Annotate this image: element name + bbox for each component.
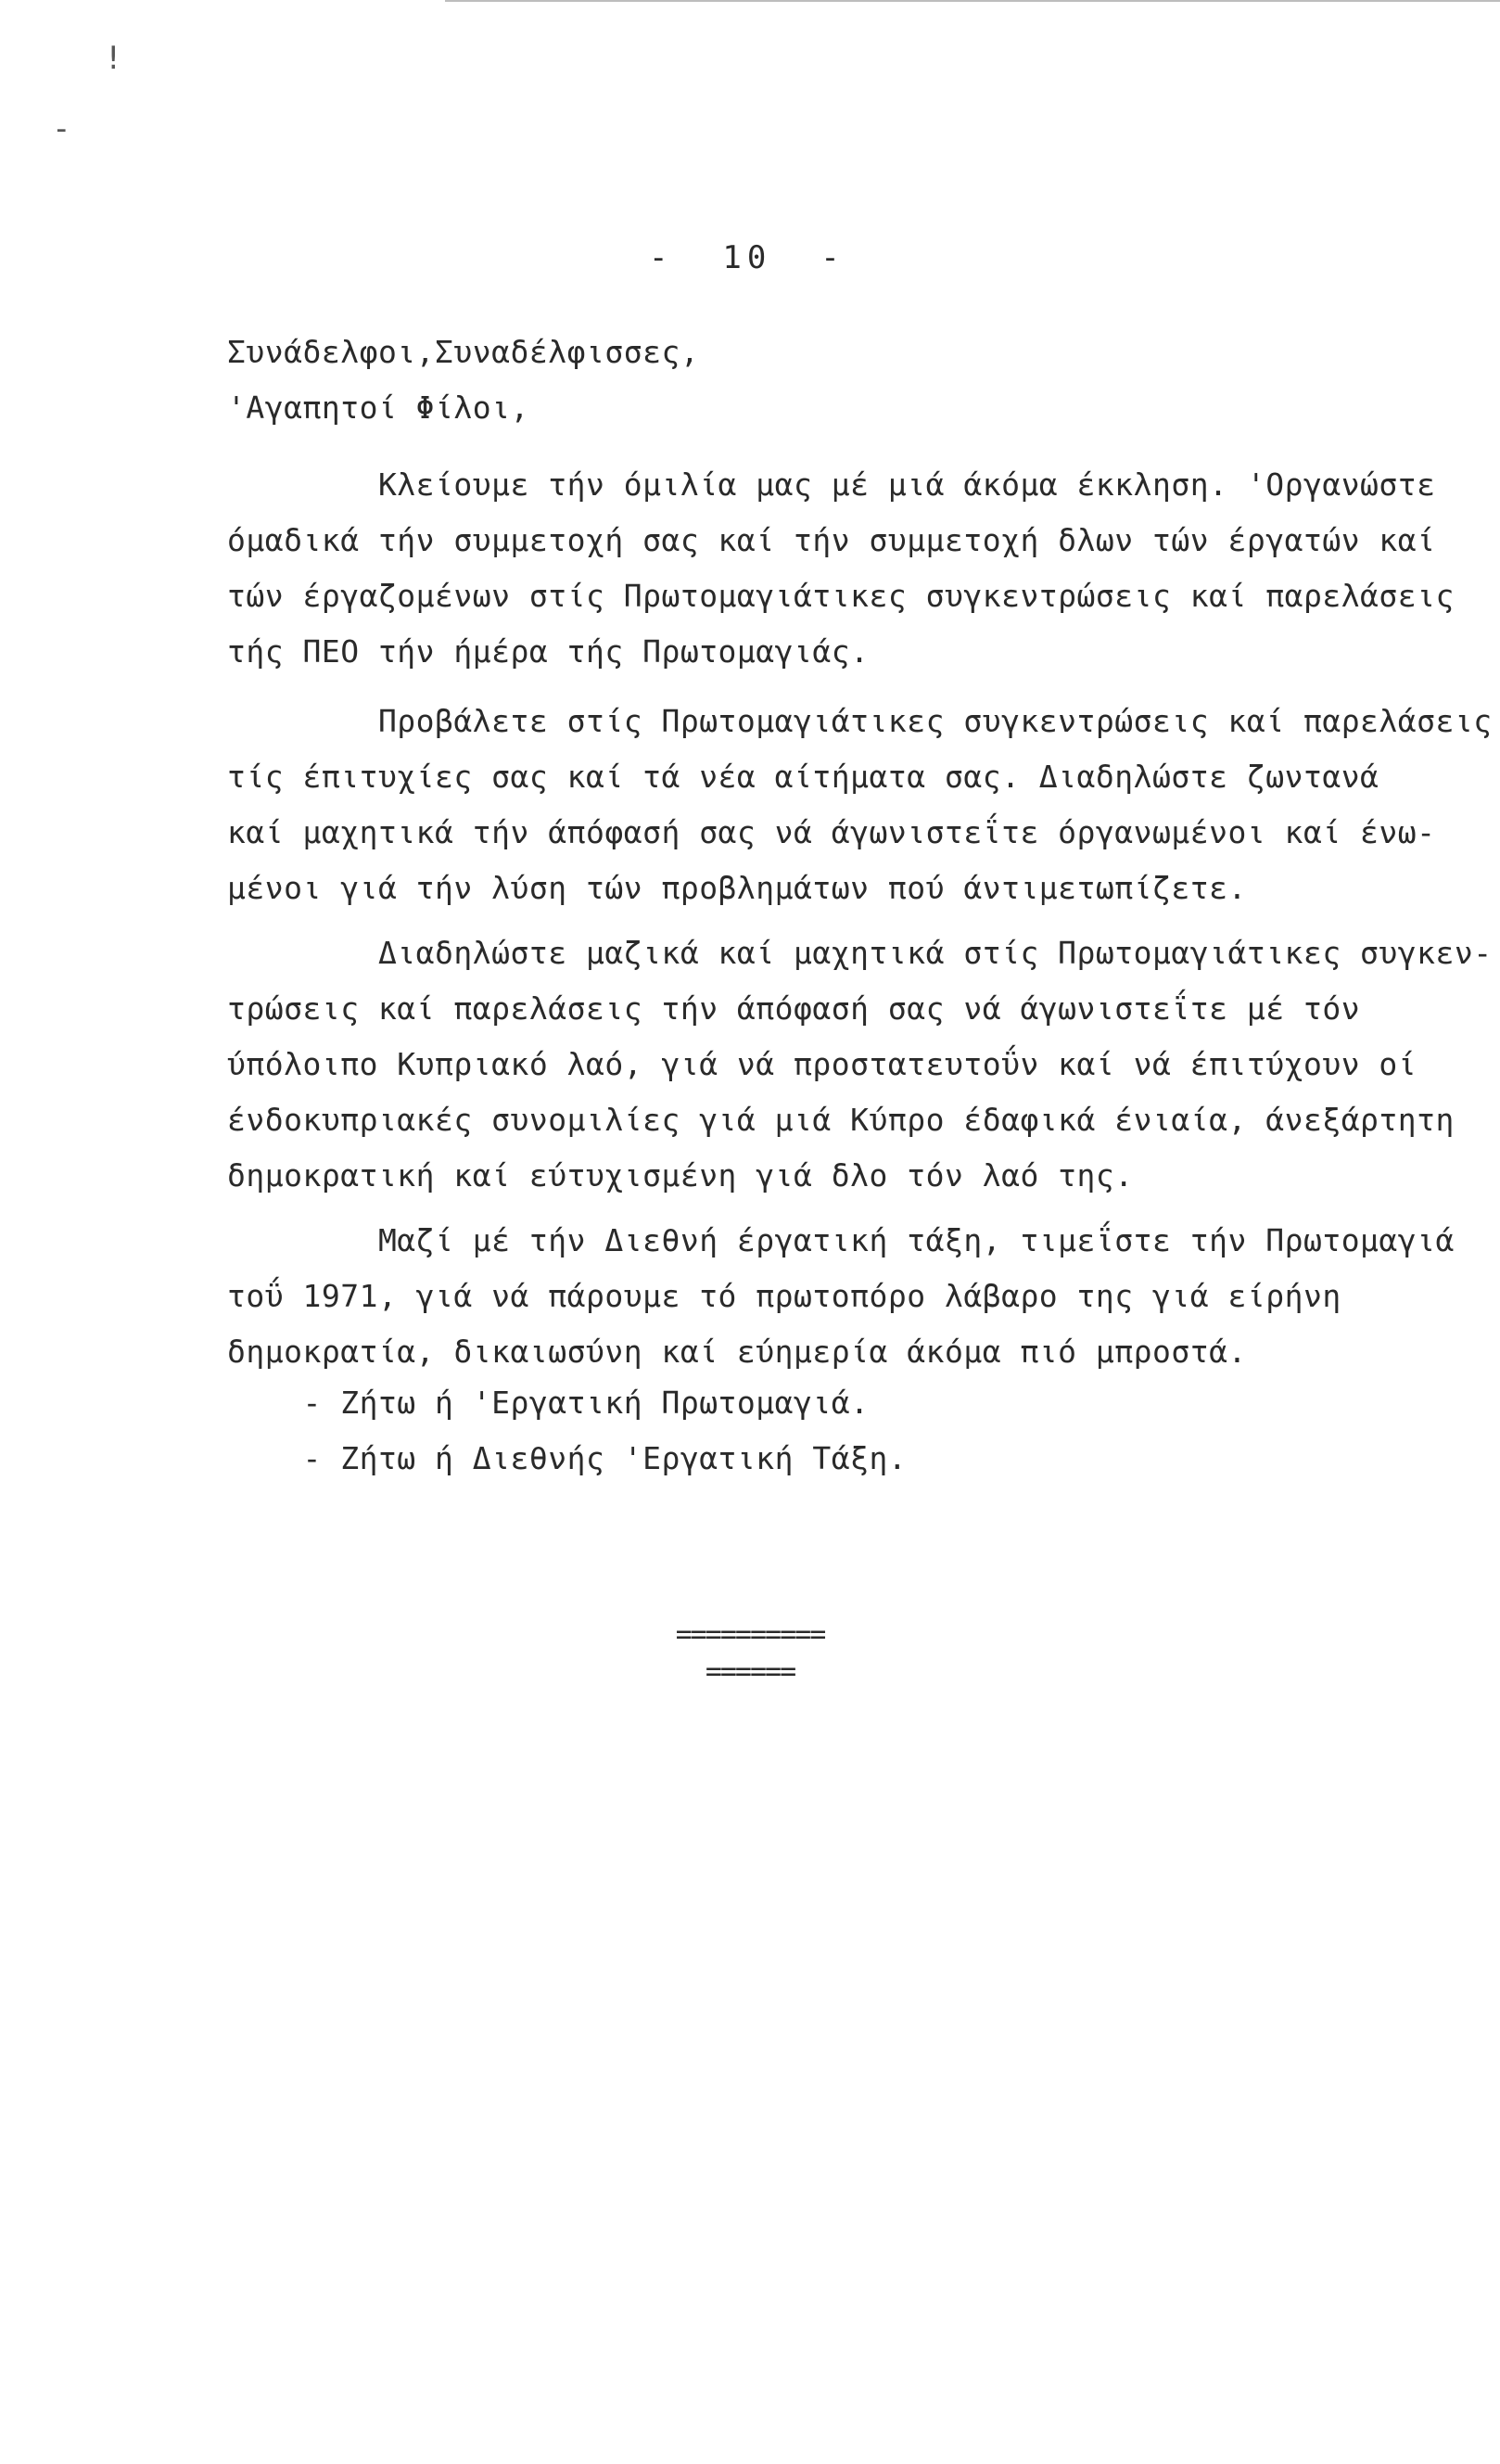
text-line: τοΰ 1971, γιά νά πάρουμε τό πρωτοπόρο λάβαρο της γιά είρήνη bbox=[227, 1278, 1341, 1314]
salutation-line: 'Αγαπητοί Φίλοι, bbox=[227, 389, 529, 426]
slogan-line: - Ζήτω ή Διεθνής 'Εργατική Τάξη. bbox=[227, 1440, 908, 1476]
text-line: δημοκρατική καί εύτυχισμένη γιά δλο τόν λαό της. bbox=[227, 1157, 1134, 1194]
slogan-line: - Ζήτω ή 'Εργατική Πρωτομαγιά. bbox=[227, 1385, 870, 1421]
top-edge-rule bbox=[445, 0, 1500, 2]
scan-speck: - bbox=[52, 110, 71, 147]
text-line: Προβάλετε στίς Πρωτομαγιάτικες συγκεντρώσεις καί παρελάσεις bbox=[227, 703, 1493, 739]
text-line: Διαδηλώστε μαζικά καί μαχητικά στίς Πρωτομαγιάτικες συγκεν- bbox=[227, 935, 1493, 971]
salutation-line: Συνάδελφοι,Συναδέλφισσες, bbox=[227, 334, 700, 370]
text-line: δημοκρατία, δικαιωσύνη καί εύημερία άκόμα πιό μπροστά. bbox=[227, 1334, 1247, 1370]
text-line: τρώσεις καί παρελάσεις τήν άπόφασή σας νά άγωνιστεΐτε μέ τόν bbox=[227, 990, 1361, 1027]
divider-line: ====== bbox=[705, 1655, 795, 1688]
text-line: Μαζί μέ τήν Διεθνή έργατική τάξη, τιμεΐστε τήν Πρωτομαγιά bbox=[227, 1222, 1455, 1258]
text-line: Κλείουμε τήν όμιλία μας μέ μιά άκόμα έκκληση. 'Οργανώστε bbox=[227, 466, 1436, 503]
page-number: - 10 - bbox=[649, 239, 845, 276]
text-line: τίς έπιτυχίες σας καί τά νέα αίτήματα σας. Διαδηλώστε ζωντανά bbox=[227, 759, 1379, 795]
text-line: τών έργαζομένων στίς Πρωτομαγιάτικες συγκεντρώσεις καί παρελάσεις bbox=[227, 578, 1455, 614]
scan-speck: ! bbox=[104, 40, 123, 77]
text-line: μένοι γιά τήν λύση τών προβλημάτων πού άντιμετωπίζετε. bbox=[227, 870, 1247, 906]
text-line: καί μαχητικά τήν άπόφασή σας νά άγωνιστεΐτε όργανωμένοι καί ένω- bbox=[227, 814, 1436, 850]
text-line: ένδοκυπριακές συνομιλίες γιά μιά Κύπρο έδαφικά ένιαία, άνεξάρτητη bbox=[227, 1102, 1455, 1138]
text-line: τής ΠΕΟ τήν ήμέρα τής Πρωτομαγιάς. bbox=[227, 633, 870, 670]
text-line: όμαδικά τήν συμμετοχή σας καί τήν συμμετοχή δλων τών έργατών καί bbox=[227, 522, 1436, 558]
divider-line: ========== bbox=[675, 1618, 825, 1651]
text-line: ύπόλοιπο Κυπριακό λαό, γιά νά προστατευτοΰν καί νά έπιτύχουν οί bbox=[227, 1046, 1417, 1082]
